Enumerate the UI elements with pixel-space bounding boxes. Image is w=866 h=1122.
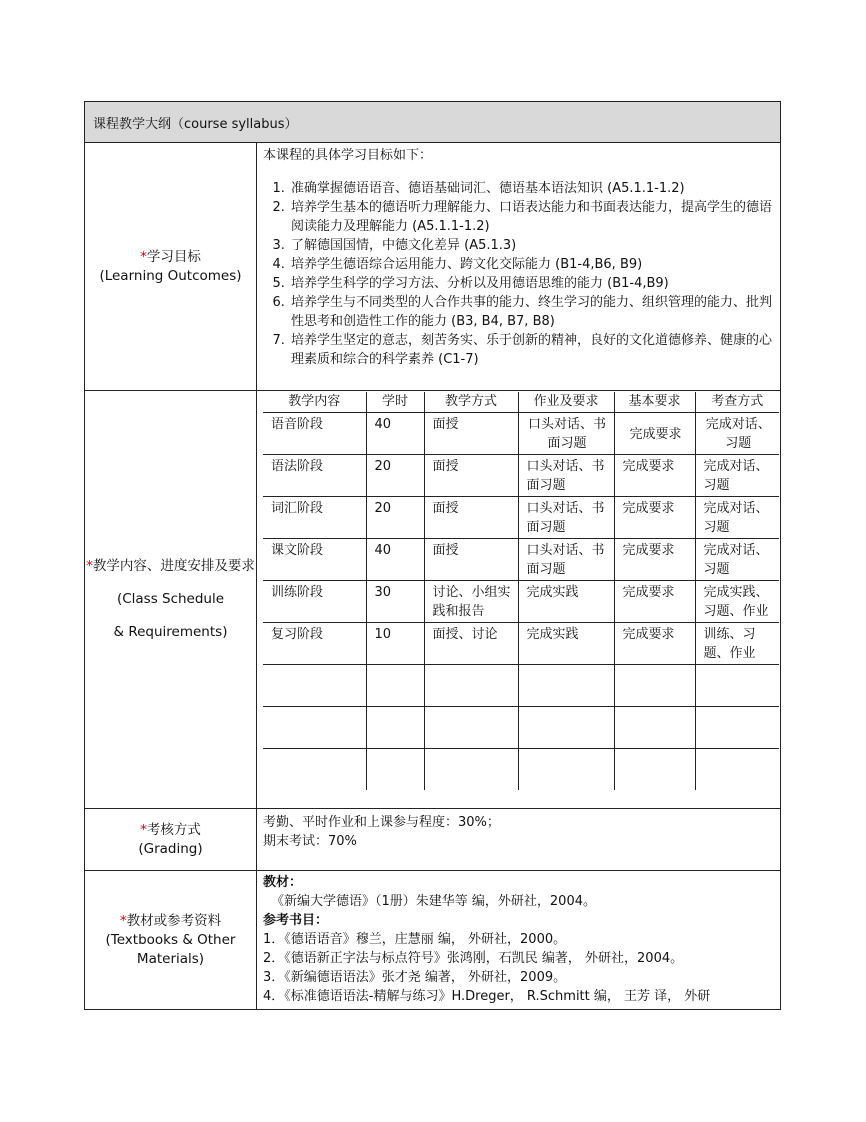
list-item: 7. 培养学生坚定的意志，刻苦务实、乐于创新的精神，良好的文化道德修养、健康的心理素质和综合的科学素养 (C1-7) — [289, 331, 774, 369]
schedule-table — [263, 392, 779, 790]
textbook-entry: 《新编大学德语》（1册）朱建华等 编，外研社，2004。 — [271, 894, 596, 909]
outcomes-label: *学习目标 (Learning Outcomes) — [85, 143, 257, 391]
table-cell: 30 — [366, 581, 424, 623]
table-header-row — [263, 392, 779, 413]
table-row — [263, 665, 779, 707]
column-header: 基本要求 — [614, 392, 695, 413]
table-row — [263, 623, 779, 665]
table-cell: 语法阶段 — [263, 455, 366, 497]
list-item: 1．《德语语音》穆兰，庄慧丽 编， 外研社，2000。 — [263, 932, 567, 947]
list-item: 6. 培养学生与不同类型的人合作共事的能力、终生学习的能力、组织管理的能力、批判性思考和创造性工作的能力 (B3, B4, B7, B8) — [289, 293, 774, 331]
list-item: 3. 了解德国国情，中德文化差异 (A5.1.3) — [289, 236, 774, 255]
table-cell: 完成要求 — [614, 581, 695, 623]
table-cell: 口头对话、书面习题 — [518, 539, 614, 581]
required-star: * — [119, 912, 127, 929]
table-cell: 面授 — [424, 413, 518, 455]
list-item: 4. 培养学生德语综合运用能力、跨文化交际能力 (B1-4,B6, B9) — [289, 255, 774, 274]
table-row — [263, 581, 779, 623]
grading-content — [257, 809, 781, 871]
table-cell: 讨论、小组实践和报告 — [424, 581, 518, 623]
table-cell: 训练阶段 — [263, 581, 366, 623]
table-cell: 40 — [366, 539, 424, 581]
outcomes-row — [85, 143, 781, 391]
table-cell: 完成对话、习题 — [695, 455, 779, 497]
table-cell: 训练、习题、作业 — [695, 623, 779, 665]
outcomes-content — [257, 143, 781, 391]
textbooks-content — [257, 871, 781, 1010]
table-cell: 完成对话、习题 — [695, 539, 779, 581]
list-item: 2．《德语新正字法与标点符号》张鸿刚，石凯民 编著， 外研社，2004。 — [263, 951, 684, 966]
schedule-row — [85, 391, 781, 809]
table-row — [263, 497, 779, 539]
table-cell: 完成要求 — [614, 539, 695, 581]
table-row — [263, 539, 779, 581]
column-header: 作业及要求 — [518, 392, 614, 413]
list-item: 3．《新编德语语法》张才尧 编著， 外研社，2009。 — [263, 970, 567, 985]
table-cell: 完成实践 — [518, 623, 614, 665]
table-cell: 完成对话、习题 — [695, 413, 779, 455]
table-row — [263, 707, 779, 749]
outcomes-list — [263, 179, 774, 369]
schedule-label: *教学内容、进度安排及要求 (Class Schedule & Requirements) — [85, 391, 257, 809]
list-item: 2. 培养学生基本的德语听力理解能力、口语表达能力和书面表达能力，提高学生的德语阅读能力及理解能力 (A5.1.1-1.2) — [289, 198, 774, 236]
table-row — [263, 455, 779, 497]
list-item: 1. 准确掌握德语语音、德语基础词汇、德语基本语法知识 (A5.1.1-1.2) — [289, 179, 774, 198]
list-item: 5. 培养学生科学的学习方法、分析以及用德语思维的能力 (B1-4,B9) — [289, 274, 774, 293]
table-row — [263, 413, 779, 455]
textbooks-label: *教材或参考资料 (Textbooks & Other Materials) — [85, 871, 257, 1010]
required-star: * — [86, 558, 93, 574]
table-cell: 口头对话、书面习题 — [518, 413, 614, 455]
syllabus-document — [84, 101, 780, 1010]
table-cell: 完成要求 — [614, 623, 695, 665]
column-header: 教学内容 — [263, 392, 366, 413]
grading-line: 期末考试：70% — [263, 834, 357, 849]
table-cell: 20 — [366, 497, 424, 539]
table-cell: 面授、讨论 — [424, 623, 518, 665]
schedule-content — [257, 391, 781, 809]
required-star: * — [140, 248, 147, 265]
required-star: * — [140, 821, 147, 838]
table-cell: 完成对话、习题 — [695, 497, 779, 539]
list-item: 4．《标准德语语法-精解与练习》H.Dreger， R.Schmitt 编， 王芳 译， 外研 — [263, 989, 711, 1004]
table-cell: 语音阶段 — [263, 413, 366, 455]
table-row — [263, 749, 779, 791]
table-cell: 完成实践、习题、作业 — [695, 581, 779, 623]
table-cell: 面授 — [424, 539, 518, 581]
textbooks-row — [85, 871, 781, 1010]
table-cell: 复习阶段 — [263, 623, 366, 665]
table-cell: 面授 — [424, 455, 518, 497]
table-cell: 面授 — [424, 497, 518, 539]
grading-line: 考勤、平时作业和上课参与程度：30%； — [263, 815, 500, 830]
column-header: 教学方式 — [424, 392, 518, 413]
table-cell: 完成要求 — [614, 413, 695, 455]
column-header: 学时 — [366, 392, 424, 413]
page-title: 课程教学大纲（course syllabus） — [85, 102, 781, 143]
refs-heading: 参考书目： — [263, 913, 329, 928]
table-cell: 词汇阶段 — [263, 497, 366, 539]
table-cell: 40 — [366, 413, 424, 455]
table-cell: 口头对话、书面习题 — [518, 455, 614, 497]
outcomes-intro: 本课程的具体学习目标如下： — [263, 148, 433, 163]
table-cell: 20 — [366, 455, 424, 497]
table-cell: 完成要求 — [614, 455, 695, 497]
table-cell: 完成实践 — [518, 581, 614, 623]
grading-row — [85, 809, 781, 871]
table-cell: 10 — [366, 623, 424, 665]
table-cell: 完成要求 — [614, 497, 695, 539]
textbook-heading: 教材： — [263, 875, 303, 890]
syllabus-table — [84, 101, 781, 1010]
grading-label: *考核方式 (Grading) — [85, 809, 257, 871]
table-cell: 口头对话、书面习题 — [518, 497, 614, 539]
title-row — [85, 102, 781, 143]
table-cell: 课文阶段 — [263, 539, 366, 581]
column-header: 考查方式 — [695, 392, 779, 413]
